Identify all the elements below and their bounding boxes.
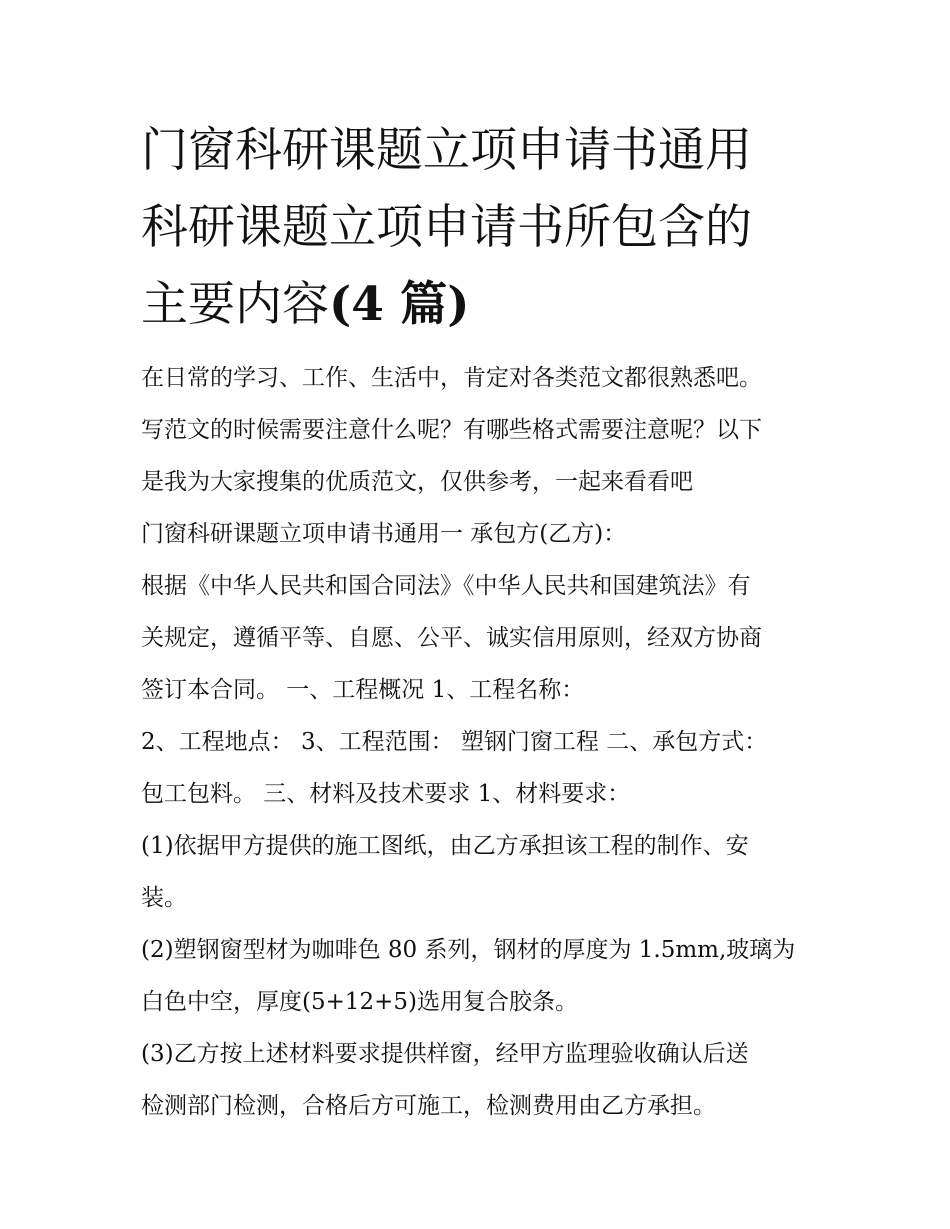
body-line: 包工包料。 三、材料及技术要求 1、材料要求： xyxy=(141,781,631,807)
document-body xyxy=(141,352,821,1132)
body-line: (3)乙方按上述材料要求提供样窗，经甲方监理验收确认后送 xyxy=(141,1041,749,1067)
document-title xyxy=(141,112,821,343)
body-line: 根据《中华人民共和国合同法》《中华人民共和国建筑法》有 xyxy=(141,573,751,599)
body-line: 检测部门检测，合格后方可施工，检测费用由乙方承担。 xyxy=(141,1093,716,1119)
title-line-3 xyxy=(141,266,821,343)
title-line-1: 门窗科研课题立项申请书通用 xyxy=(141,123,752,178)
body-line: 写范文的时候需要注意什么呢？有哪些格式需要注意呢？以下 xyxy=(141,417,762,443)
body-line: 装。 xyxy=(141,885,187,911)
title-count: (4 篇) xyxy=(329,277,470,332)
body-line: (1)依据甲方提供的施工图纸，由乙方承担该工程的制作、安 xyxy=(141,833,749,859)
body-line: 白色中空，厚度(5+12+5)选用复合胶条。 xyxy=(141,989,579,1015)
body-line: (2)塑钢窗型材为咖啡色 80 系列，钢材的厚度为 1.5mm,玻璃为 xyxy=(141,937,796,963)
body-line: 关规定，遵循平等、自愿、公平、诚实信用原则，经双方协商 xyxy=(141,625,762,651)
body-line: 门窗科研课题立项申请书通用一 承包方(乙方)： xyxy=(141,521,627,547)
title-line-3-main: 主要内容 xyxy=(141,277,329,332)
title-line-2: 科研课题立项申请书所包含的 xyxy=(141,200,752,255)
body-line: 在日常的学习、工作、生活中，肯定对各类范文都很熟悉吧。 xyxy=(141,365,762,391)
body-line: 签订本合同。 一、工程概况 1、工程名称： xyxy=(141,677,585,703)
body-line: 是我为大家搜集的优质范文，仅供参考，一起来看看吧 xyxy=(141,469,693,495)
body-line: 2、工程地点： 3、工程范围： 塑钢门窗工程 二、承包方式： xyxy=(141,729,768,755)
